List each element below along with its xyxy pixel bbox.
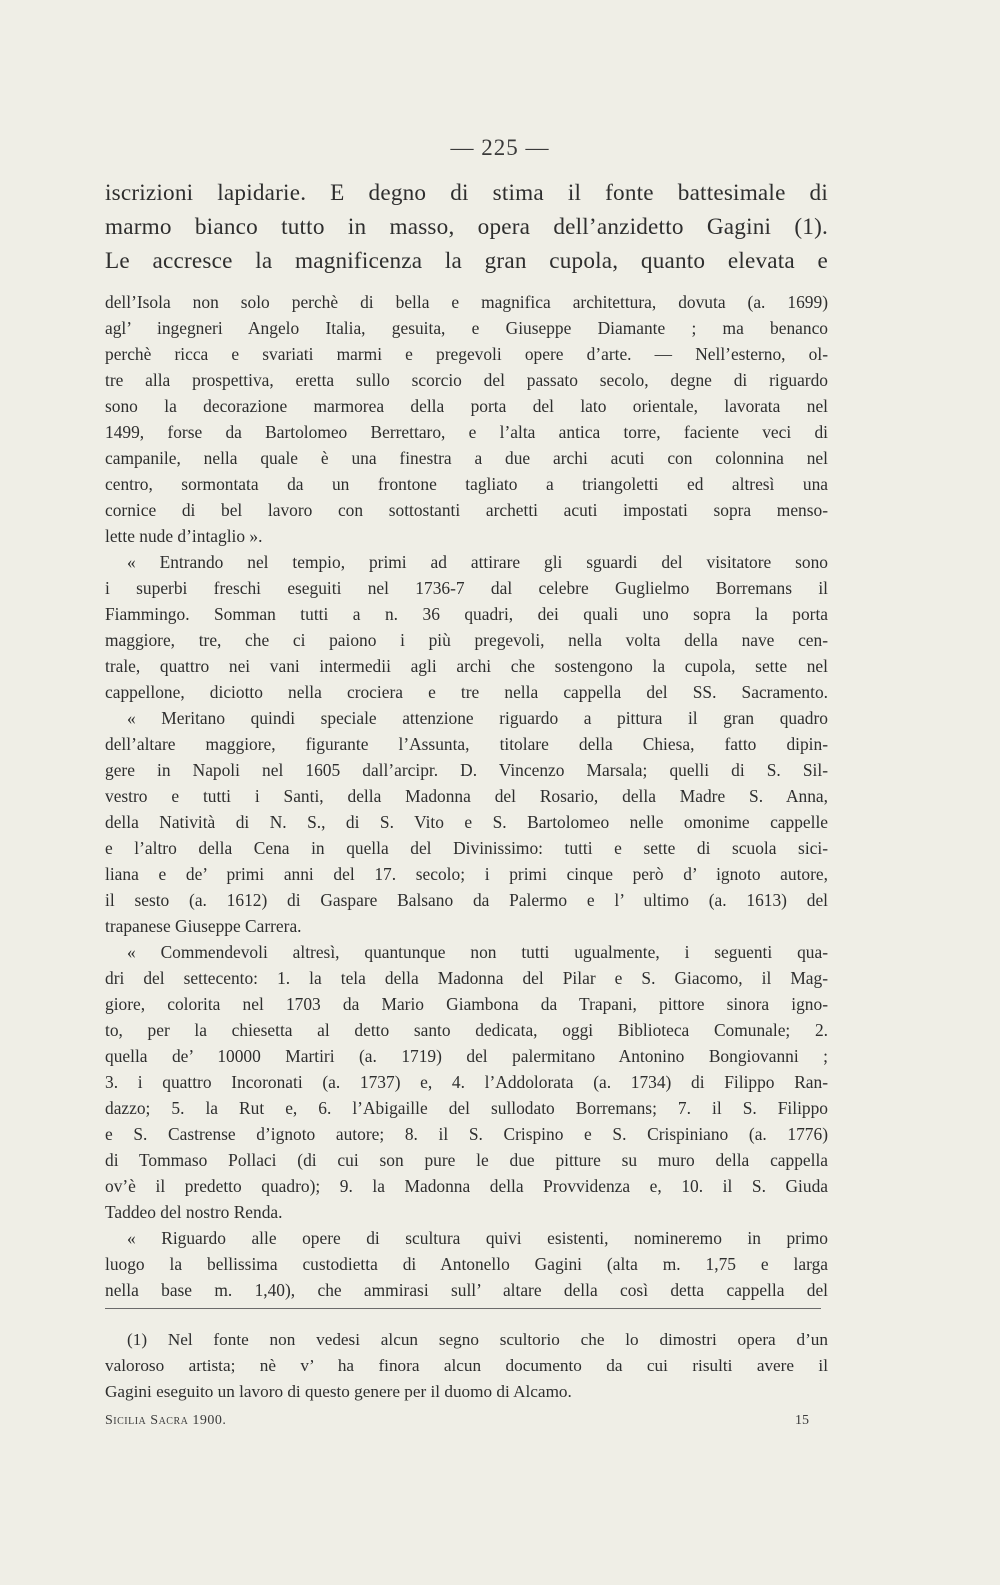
text-line: agl’ ingegneri Angelo Italia, gesuita, e Giuseppe Diamante ; ma benanco: [105, 318, 828, 338]
text-line: Fiammingo. Somman tutti a n. 36 quadri, dei quali uno sopra la porta: [105, 604, 828, 624]
text-line: luogo la bellissima custodietta di Antonello Gagini (alta m. 1,75 e larga: [105, 1254, 828, 1274]
large-text-block: [105, 176, 828, 278]
page-footer: [105, 1413, 809, 1429]
text-line: « Meritano quindi speciale attenzione riguardo a pittura il gran quadro: [127, 708, 828, 728]
text-line: dell’altare maggiore, figurante l’Assunta, titolare della Chiesa, fatto dipin-: [105, 734, 828, 754]
signature-mark: Sicilia Sacra 1900.: [105, 1413, 227, 1428]
text-line: centro, sormontata da un frontone tagliato a triangoletti ed altresì una: [105, 474, 828, 494]
text-line: vestro e tutti i Santi, della Madonna del Rosario, della Madre S. Anna,: [105, 786, 828, 806]
text-line: della Natività di N. S., di S. Vito e S. Bartolomeo nelle omonime cappelle: [105, 812, 828, 832]
main-text-block: [105, 289, 828, 1303]
text-line: 3. i quattro Incoronati (a. 1737) e, 4. l’Addolorata (a. 1734) di Filippo Ran-: [105, 1072, 828, 1092]
text-line: tre alla prospettiva, eretta sullo scorcio del passato secolo, degne di riguardo: [105, 370, 828, 390]
text-line: dri del settecento: 1. la tela della Madonna del Pilar e S. Giacomo, il Mag-: [105, 968, 828, 988]
text-line: perchè ricca e svariati marmi e pregevoli opere d’arte. — Nell’esterno, ol-: [105, 344, 828, 364]
text-line: 1499, forse da Bartolomeo Berrettaro, e l’alta antica torre, faciente veci di: [105, 422, 828, 442]
footnote-line: (1) Nel fonte non vedesi alcun segno scultorio che lo dimostri opera d’un: [127, 1330, 828, 1349]
text-line: nella base m. 1,40), che ammirasi sull’ altare della così detta cappella del: [105, 1280, 828, 1300]
text-line: Taddeo del nostro Renda.: [105, 1202, 283, 1222]
text-line: sono la decorazione marmorea della porta del lato orientale, lavorata nel: [105, 396, 828, 416]
text-line: « Entrando nel tempio, primi ad attirare gli sguardi del visitatore sono: [127, 552, 828, 572]
text-line: campanile, nella quale è una finestra a due archi acuti con colonnina nel: [105, 448, 828, 468]
text-line: ov’è il predetto quadro); 9. la Madonna della Provvidenza e, 10. il S. Giuda: [105, 1176, 828, 1196]
footnote-block: [105, 1327, 828, 1405]
text-line: dell’Isola non solo perchè di bella e magnifica architettura, dovuta (a. 1699): [105, 292, 828, 312]
text-line: di Tommaso Pollaci (di cui son pure le due pitture su muro della cappella: [105, 1150, 828, 1170]
text-line: lette nude d’intaglio ».: [105, 526, 263, 546]
text-line: dazzo; 5. la Rut e, 6. l’Abigaille del sullodato Borremans; 7. il S. Filippo: [105, 1098, 828, 1118]
text-line: quella de’ 10000 Martiri (a. 1719) del palermitano Antonino Bongiovanni ;: [105, 1046, 828, 1066]
text-line: to, per la chiesetta al detto santo dedicata, oggi Biblioteca Comunale; 2.: [105, 1020, 828, 1040]
text-line: e S. Castrense d’ignoto autore; 8. il S. Crispino e S. Crispiniano (a. 1776): [105, 1124, 828, 1144]
text-line: liana e de’ primi anni del 17. secolo; i primi cinque però d’ ignoto autore,: [105, 864, 828, 884]
page-number: — 225 —: [450, 135, 550, 160]
footnote-line: Gagini eseguito un lavoro di questo genere per il duomo di Alcamo.: [105, 1382, 572, 1401]
text-line: e l’altro della Cena in quella del Divinissimo: tutti e sette di scuola sici-: [105, 838, 828, 858]
text-line: trapanese Giuseppe Carrera.: [105, 916, 302, 936]
text-line: iscrizioni lapidarie. E degno di stima il fonte battesimale di: [105, 180, 828, 206]
text-line: trale, quattro nei vani intermedii agli archi che sostengono la cupola, sette nel: [105, 656, 828, 676]
footnote-line: valoroso artista; nè v’ ha finora alcun documento da cui risulti avere il: [105, 1356, 828, 1375]
text-line: gere in Napoli nel 1605 dall’arcipr. D. Vincenzo Marsala; quelli di S. Sil-: [105, 760, 828, 780]
text-line: « Commendevoli altresì, quantunque non tutti ugualmente, i seguenti qua-: [127, 942, 828, 962]
text-line: « Riguardo alle opere di scultura quivi esistenti, nomineremo in primo: [127, 1228, 828, 1248]
text-line: cornice di bel lavoro con sottostanti archetti acuti impostati sopra menso-: [105, 500, 828, 520]
text-line: cappellone, diciotto nella crociera e tre nella cappella del SS. Sacramento.: [105, 682, 828, 702]
text-line: i superbi freschi eseguiti nel 1736-7 dal celebre Guglielmo Borremans il: [105, 578, 828, 598]
text-line: Le accresce la magnificenza la gran cupola, quanto elevata e: [105, 248, 828, 274]
text-line: giore, colorita nel 1703 da Mario Giambona da Trapani, pittore sinora igno-: [105, 994, 828, 1014]
signature-number: 15: [795, 1413, 809, 1428]
footnote-divider: [105, 1308, 821, 1309]
text-line: il sesto (a. 1612) di Gaspare Balsano da Palermo e l’ ultimo (a. 1613) del: [105, 890, 828, 910]
text-line: maggiore, tre, che ci paiono i più pregevoli, nella volta della nave cen-: [105, 630, 828, 650]
text-line: marmo bianco tutto in masso, opera dell’anzidetto Gagini (1).: [105, 214, 828, 240]
